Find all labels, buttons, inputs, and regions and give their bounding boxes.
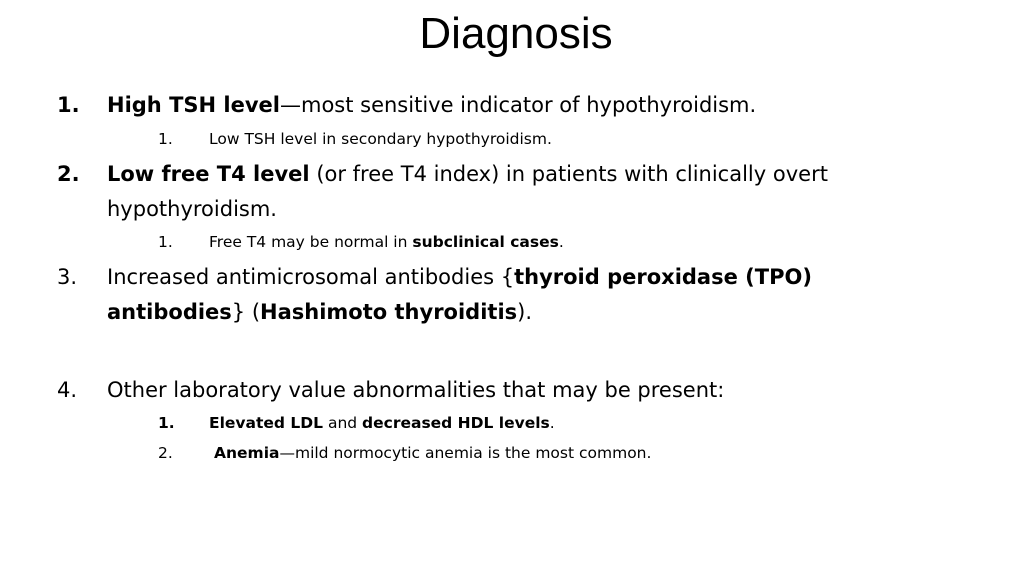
sub-text: Low TSH level in secondary hypothyroidism.: [209, 130, 552, 148]
list-number: 4.: [57, 378, 78, 402]
list-text: High TSH level—most sensitive indicator of hypothyroidism.: [107, 93, 757, 117]
sub-number: 2.: [158, 444, 173, 462]
list-text: Other laboratory value abnormalities that may be present:: [107, 378, 725, 402]
list-text: Increased antimicrosomal antibodies {thyroid peroxidase (TPO): [107, 265, 812, 289]
list-number: 3.: [57, 265, 78, 289]
sub-number: 1.: [158, 414, 175, 432]
sub-text: Anemia—mild normocytic anemia is the most common.: [214, 444, 652, 462]
slide-title: Diagnosis: [419, 9, 613, 58]
list-number: 2.: [57, 162, 80, 186]
list-number: 1.: [57, 93, 80, 117]
sub-text: Elevated LDL and decreased HDL levels.: [209, 414, 555, 432]
sub-number: 1.: [158, 130, 173, 148]
sub-text: Free T4 may be normal in subclinical cases.: [209, 233, 564, 251]
list-text-continuation: hypothyroidism.: [107, 197, 277, 221]
list-text-continuation: antibodies} (Hashimoto thyroiditis).: [107, 300, 533, 324]
list-text: Low free T4 level (or free T4 index) in patients with clinically overt: [107, 162, 828, 186]
sub-number: 1.: [158, 233, 173, 251]
